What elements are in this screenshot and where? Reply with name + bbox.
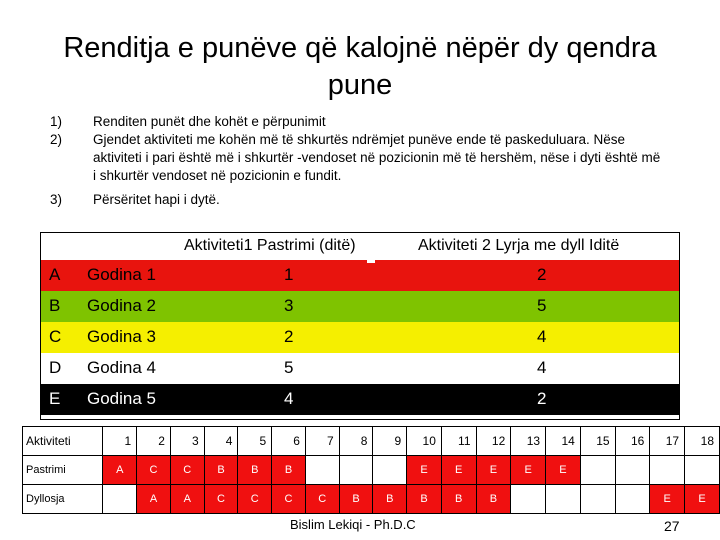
schedule-row-label: Dyllosja <box>23 485 103 514</box>
schedule-row <box>23 485 720 514</box>
row-activity-2-time: 2 <box>537 389 547 408</box>
row-activity-1-time: 5 <box>284 358 294 377</box>
step-text: Përsëritet hapi i dytë. <box>93 192 220 207</box>
schedule-cell: A <box>137 485 171 514</box>
schedule-cell: B <box>238 456 272 485</box>
row-activity-2-time: 5 <box>537 296 547 315</box>
period-number: 14 <box>546 427 581 456</box>
schedule-cell <box>511 485 546 514</box>
period-number: 16 <box>615 427 650 456</box>
schedule-cell: E <box>546 456 581 485</box>
author-footer: Bislim Lekiqi - Ph.D.C <box>290 517 416 532</box>
table-row <box>40 260 680 291</box>
period-number: 7 <box>305 427 339 456</box>
period-number: 4 <box>204 427 238 456</box>
schedule-cell: E <box>407 456 442 485</box>
schedule-header-row <box>23 427 720 456</box>
schedule-cell: B <box>373 485 407 514</box>
schedule-cell: A <box>170 485 204 514</box>
schedule-cell: C <box>170 456 204 485</box>
period-number: 12 <box>476 427 511 456</box>
schedule-cell: C <box>238 485 272 514</box>
row-id: B <box>49 296 61 315</box>
schedule-cell <box>580 456 615 485</box>
schedule-cell: B <box>339 485 373 514</box>
row-name: Godina 4 <box>87 358 156 377</box>
row-name: Godina 3 <box>87 327 156 346</box>
row-id: E <box>49 389 61 408</box>
row-name: Godina 1 <box>87 265 156 284</box>
schedule-cell: C <box>204 485 238 514</box>
period-number: 17 <box>650 427 685 456</box>
schedule-cell: A <box>103 456 137 485</box>
period-number: 3 <box>170 427 204 456</box>
step-number: 2) <box>50 132 63 147</box>
schedule-cell <box>373 456 407 485</box>
header-activity-2: Aktiviteti 2 Lyrja me dyll Iditë <box>418 237 620 254</box>
schedule-cell: B <box>476 485 511 514</box>
schedule-cell: E <box>685 485 720 514</box>
schedule-cell: C <box>305 485 339 514</box>
schedule-cell <box>580 485 615 514</box>
row-activity-1-time: 3 <box>284 296 294 315</box>
header-divider <box>367 233 375 263</box>
row-activity-1-time: 1 <box>284 265 294 284</box>
period-number: 18 <box>685 427 720 456</box>
period-number: 6 <box>272 427 306 456</box>
schedule-cell: B <box>272 456 306 485</box>
schedule-cell: E <box>650 485 685 514</box>
schedule-cell: C <box>137 456 171 485</box>
schedule-row-label: Pastrimi <box>23 456 103 485</box>
row-id: C <box>49 327 62 346</box>
table-row <box>40 384 680 415</box>
table-row <box>40 353 680 384</box>
period-number: 5 <box>238 427 272 456</box>
schedule-cell: C <box>272 485 306 514</box>
period-number: 13 <box>511 427 546 456</box>
table-header <box>40 232 680 260</box>
schedule-cell: E <box>511 456 546 485</box>
schedule-cell <box>615 456 650 485</box>
row-name: Godina 5 <box>87 389 156 408</box>
schedule-header-label: Aktiviteti <box>23 427 103 456</box>
schedule-cell <box>685 456 720 485</box>
schedule-cell: E <box>441 456 476 485</box>
row-id: A <box>49 265 61 284</box>
schedule-row <box>23 456 720 485</box>
schedule-cell <box>103 485 137 514</box>
table-row <box>40 291 680 322</box>
period-number: 2 <box>137 427 171 456</box>
step-text: Gjendet aktiviteti me kohën më të shkurtës ndrëmjet punëve ende të paskeduluara. Nëse aktiviteti i pari është më i shkurtër -vendoset në pozicionin më të hershëm, nëse i dyti është më i shkurtër vendoset në pozicionin e fundit. <box>93 132 661 183</box>
header-activity-1: Aktiviteti1 Pastrimi (ditë) <box>184 237 356 254</box>
row-id: D <box>49 358 62 377</box>
row-activity-1-time: 4 <box>284 389 294 408</box>
schedule-cell: B <box>441 485 476 514</box>
step-number: 1) <box>50 114 63 129</box>
slide-title: Renditja e punëve që kalojnë nëpër dy qendra pune <box>63 32 657 101</box>
period-number: 1 <box>103 427 137 456</box>
period-number: 9 <box>373 427 407 456</box>
period-number: 15 <box>580 427 615 456</box>
schedule-chart <box>22 426 720 514</box>
schedule-cell: B <box>407 485 442 514</box>
row-activity-1-time: 2 <box>284 327 294 346</box>
step-number: 3) <box>50 192 63 207</box>
row-name: Godina 2 <box>87 296 156 315</box>
schedule-cell <box>305 456 339 485</box>
period-number: 11 <box>441 427 476 456</box>
schedule-cell <box>339 456 373 485</box>
period-number: 8 <box>339 427 373 456</box>
schedule-cell: B <box>204 456 238 485</box>
schedule-cell <box>615 485 650 514</box>
schedule-cell <box>546 485 581 514</box>
page-number: 27 <box>664 518 680 534</box>
table-row <box>40 322 680 353</box>
period-number: 10 <box>407 427 442 456</box>
row-activity-2-time: 4 <box>537 327 547 346</box>
schedule-cell: E <box>476 456 511 485</box>
row-activity-2-time: 4 <box>537 358 547 377</box>
step-text: Renditen punët dhe kohët e përpunimit <box>93 114 326 129</box>
schedule-cell <box>650 456 685 485</box>
row-activity-2-time: 2 <box>537 265 547 284</box>
